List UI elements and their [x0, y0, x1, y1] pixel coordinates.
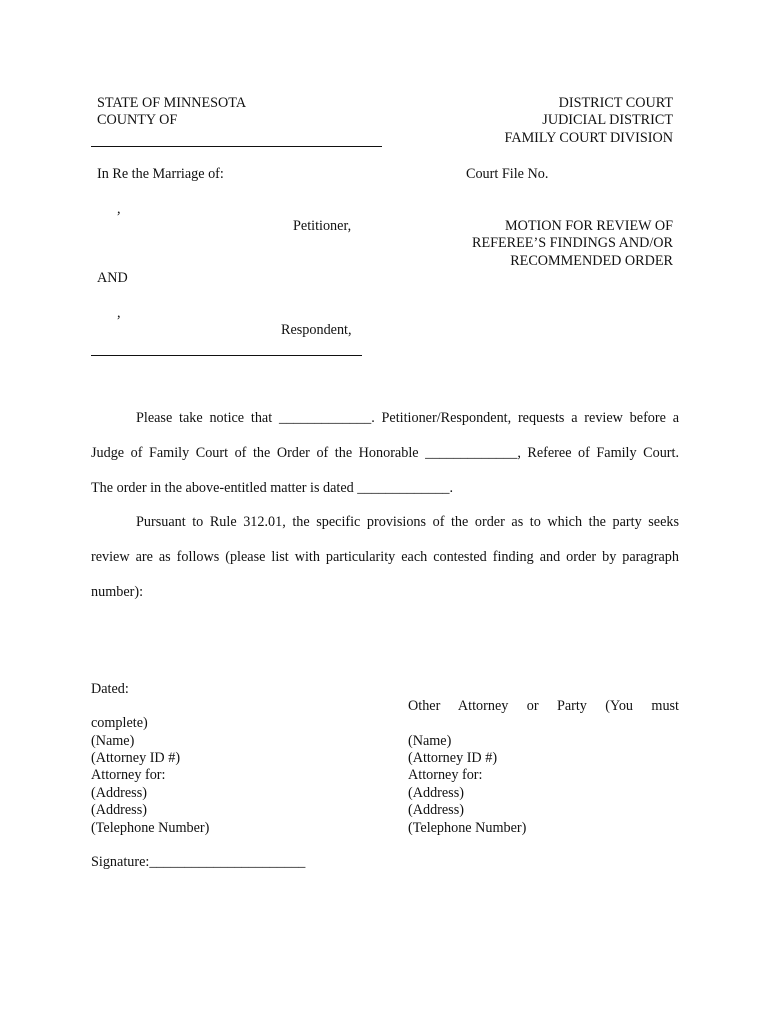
right-address1-label: (Address)	[408, 785, 464, 801]
petitioner-name-comma: ,	[117, 201, 121, 217]
county-label: COUNTY OF	[97, 112, 178, 128]
motion-title-line2: REFEREE’S FINDINGS AND/OR	[471, 235, 673, 251]
paragraph1-line1: Please take notice that _____________. Petitioner/Respondent, requests a review before a	[136, 410, 679, 426]
left-attorney-id-label: (Attorney ID #)	[91, 750, 181, 766]
in-re-marriage-label: In Re the Marriage of:	[97, 166, 224, 182]
right-name-label: (Name)	[408, 733, 452, 749]
other-attorney-line: Other Attorney or Party (You must	[408, 698, 679, 714]
petitioner-label: Petitioner,	[293, 218, 352, 234]
right-attorney-for-label: Attorney for:	[408, 767, 483, 783]
left-address1-label: (Address)	[91, 785, 147, 801]
state-label: STATE OF MINNESOTA	[97, 95, 247, 111]
motion-title-line3: RECOMMENDED ORDER	[510, 253, 673, 269]
paragraph2-line2: review are as follows (please list with particularity each contested finding and order by paragraph	[91, 549, 679, 565]
right-address2-label: (Address)	[408, 802, 464, 818]
caption-underline	[91, 355, 362, 356]
respondent-label: Respondent,	[281, 322, 352, 338]
signature-line: Signature:______________________	[91, 854, 306, 870]
district-court-label: DISTRICT COURT	[558, 95, 673, 111]
family-court-division-label: FAMILY COURT DIVISION	[504, 130, 673, 146]
respondent-name-comma: ,	[117, 305, 121, 321]
left-phone-label: (Telephone Number)	[91, 820, 210, 836]
complete-label: complete)	[91, 715, 148, 731]
left-attorney-for-label: Attorney for:	[91, 767, 166, 783]
left-name-label: (Name)	[91, 733, 135, 749]
court-file-no-label: Court File No.	[466, 166, 549, 182]
and-label: AND	[97, 270, 128, 286]
right-attorney-id-label: (Attorney ID #)	[408, 750, 498, 766]
paragraph1-line3: The order in the above-entitled matter is dated _____________.	[91, 480, 454, 496]
dated-label: Dated:	[91, 681, 129, 697]
county-underline	[91, 146, 382, 147]
paragraph1-line2: Judge of Family Court of the Order of the Honorable _____________, Referee of Family Court.	[91, 445, 679, 461]
left-address2-label: (Address)	[91, 802, 147, 818]
paragraph2-line3: number):	[91, 584, 144, 600]
judicial-district-label: JUDICIAL DISTRICT	[542, 112, 673, 128]
motion-title-line1: MOTION FOR REVIEW OF	[504, 218, 673, 234]
paragraph2-line1: Pursuant to Rule 312.01, the specific provisions of the order as to which the party seeks	[136, 514, 679, 530]
right-phone-label: (Telephone Number)	[408, 820, 527, 836]
